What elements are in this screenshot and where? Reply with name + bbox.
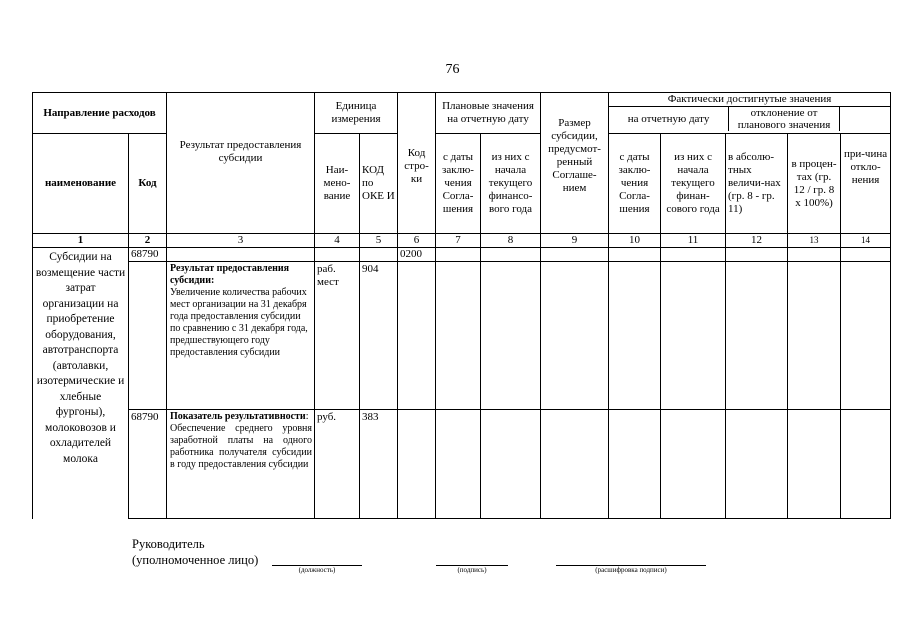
data-row-1 [33,248,891,262]
header-kod-stroki: Код стро-ки [398,93,436,234]
row2-c14 [841,262,891,410]
header-naimenovanie: наименование [33,134,129,234]
colnum-6: 6 [398,234,436,248]
colnum-5: 5 [360,234,398,248]
header-s-daty-fact: с даты заклю-чения Согла-шения [609,134,661,234]
row2-c10 [609,262,661,410]
header-s-daty-plan: с даты заклю-чения Согла-шения [436,134,481,234]
header-razmer: Размер субсидии, предусмот-ренный Соглаше-нием [541,93,609,234]
row1-unit [315,248,360,262]
header-v-abs: в абсолю-тных величи-нах (гр. 8 - гр. 11) [726,134,788,234]
row3-c13 [788,410,841,519]
row3-c12 [726,410,788,519]
header-iz-nih-fact: из них с начала текущего финан-сового года [661,134,726,234]
header-fakticheski [609,93,891,134]
row2-kod [129,262,167,410]
colnum-13: 13 [788,234,841,248]
row2-text: Увеличение количества рабочих мест организации на 31 декабря года предоставления субсидии по сравнению с 31 декабря года, предшествующего году предоставления субсидии [170,287,308,358]
header-edinica: Единица измерения [315,93,398,134]
row3-kod: 68790 [129,410,167,519]
row1-c11 [661,248,726,262]
colnum-7: 7 [436,234,481,248]
column-numbers-row [33,234,891,248]
row3-c10 [609,410,661,519]
row3-text: Обеспечение среднего уровня заработной платы на одного работника получателя субсидии в году предоставления субсидии [170,423,312,470]
row1-c13 [788,248,841,262]
colnum-9: 9 [541,234,609,248]
colnum-3: 3 [167,234,315,248]
row1-c12 [726,248,788,262]
row2-c9 [541,262,609,410]
header-planovye: Плановые значения на отчетную дату [436,93,541,134]
header-prichina: при-чина откло-нения [841,134,891,234]
colnum-12: 12 [726,234,788,248]
row3-c9 [541,410,609,519]
colnum-2: 2 [129,234,167,248]
direction-name-cell: Субсидии на возмещение части затрат организации на приобретение оборудования, автотранспорта (автолавки, изотермические и хлебные фургоны), молоковозов и охладителей молока [33,248,129,519]
row2-c7 [436,262,481,410]
caption-podpis: (подпись) [457,566,487,574]
row2-c11 [661,262,726,410]
row2-okei: 904 [360,262,398,410]
signature-block [132,536,258,568]
row2-c12 [726,262,788,410]
data-row-3 [33,410,891,519]
header-v-proc: в процен-тах (гр. 12 / гр. 8 х 100%) [788,134,841,234]
data-row-2 [33,262,891,410]
colnum-10: 10 [609,234,661,248]
row3-title: Показатель результативности [170,411,306,422]
row1-rezultat [167,248,315,262]
row1-c9 [541,248,609,262]
header-row-2 [33,134,891,234]
row1-c7 [436,248,481,262]
row2-c13 [788,262,841,410]
row1-kod: 68790 [129,248,167,262]
header-row-1 [33,93,891,134]
header-napravlenie: Направление расходов [33,93,167,134]
row1-kod-stroki: 0200 [398,248,436,262]
page-number: 76 [445,62,460,77]
colnum-8: 8 [481,234,541,248]
header-naimenovanie-unit: Наи-мено-вание [315,134,360,234]
header-fakticheski-label: Фактически достигнутые значения [609,93,890,107]
row2-c6 [398,262,436,410]
header-otklonenie: отклонение от планового значения [729,107,840,131]
colnum-1: 1 [33,234,129,248]
row3-colon: : [305,411,309,422]
row1-c14 [841,248,891,262]
row2-c8 [481,262,541,410]
row1-c8 [481,248,541,262]
row3-okei: 383 [360,410,398,519]
row3-unit: руб. [315,410,360,519]
colnum-11: 11 [661,234,726,248]
row2-title: Результат предоставления субсидии: [170,263,290,286]
row3-c11 [661,410,726,519]
header-na-otchetnuyu: на отчетную дату [609,107,729,131]
caption-dolzhnost: (должность) [298,566,336,574]
row3-c8 [481,410,541,519]
row3-c7 [436,410,481,519]
row3-c14 [841,410,891,519]
row2-rezultat-cell [167,262,315,410]
header-kod: Код [129,134,167,234]
colnum-4: 4 [315,234,360,248]
row2-unit: раб. мест [315,262,360,410]
header-iz-nih-plan: из них с начала текущего финансо-вого года [481,134,541,234]
row1-okei [360,248,398,262]
signature-upolnomochennoe: (уполномоченное лицо) [132,553,259,567]
colnum-14: 14 [841,234,891,248]
header-rezultat: Результат предоставления субсидии [167,93,315,234]
row3-c6 [398,410,436,519]
caption-rasshifrovka: (расшифровка подписи) [595,566,667,574]
header-kod-okei: КОД по ОКЕ И [360,134,398,234]
signature-rukovoditel: Руководитель [132,537,205,551]
subsidy-report-table [32,92,891,519]
row3-rezultat-cell [167,410,315,519]
row1-c10 [609,248,661,262]
